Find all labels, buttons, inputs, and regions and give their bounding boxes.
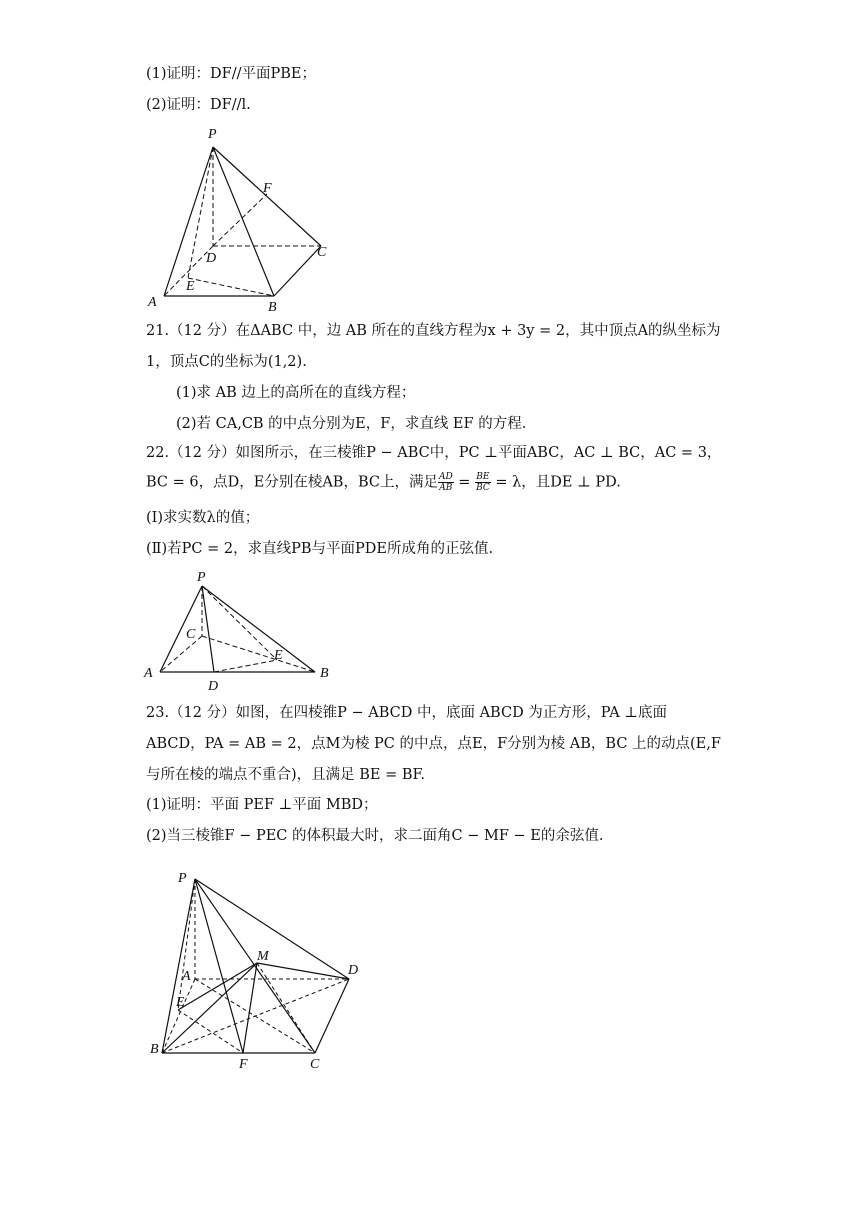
q23-figure	[140, 860, 370, 1080]
q20-part1: (1)证明：DF//平面PBE；	[146, 66, 316, 82]
q20-part2: (2)证明：DF//l.	[146, 97, 251, 113]
q23-label-c: C	[310, 1057, 320, 1072]
q22-frac1-num: AD	[438, 472, 453, 482]
q22-label-a: A	[144, 666, 153, 681]
q22-line2-start: BC = 6，点D，E分别在棱AB，BC上，满足	[146, 474, 438, 491]
q21-part2: (2)若 CA,CB 的中点分别为E，F，求直线 EF 的方程.	[176, 416, 527, 432]
q20-label-f: F	[263, 181, 272, 196]
q22-frac2-num: BE	[476, 472, 490, 482]
q23-label-e: E	[176, 995, 185, 1010]
q22-label-b: B	[320, 666, 329, 681]
q23-label-f: F	[239, 1057, 248, 1072]
q20-label-p: P	[208, 127, 217, 142]
q22-line2-end: = λ，且DE ⊥ PD.	[490, 474, 621, 491]
q22-eq: =	[453, 474, 476, 491]
q23-part1: (1)证明：平面 PEF ⊥平面 MBD；	[146, 797, 378, 813]
q20-label-a: A	[148, 295, 157, 310]
q22-fraction-be-bc	[475, 472, 491, 493]
q22-line2	[146, 472, 621, 493]
q22-part2: (Ⅱ)若PC = 2，求直线PB与平面PDE所成角的正弦值.	[146, 541, 494, 557]
q20-label-c: C	[317, 245, 327, 260]
q23-label-p: P	[178, 871, 187, 886]
q22-label-c: C	[186, 627, 196, 642]
q23-part2: (2)当三棱锥F − PEC 的体积最大时，求二面角C − MF − E的余弦值.	[146, 828, 604, 844]
q22-label-e: E	[274, 648, 283, 663]
q23-line3: 与所在棱的端点不重合)，且满足 BE = BF.	[146, 767, 425, 783]
q21-line1: 21.（12 分）在ΔABC 中，边 AB 所在的直线方程为x + 3y = 2，其中顶点A的纵坐标为	[146, 323, 721, 339]
q22-frac2-den: BC	[476, 483, 490, 493]
q23-line1: 23.（12 分）如图，在四棱锥P − ABCD 中，底面 ABCD 为正方形，PA ⊥底面	[146, 705, 667, 721]
q23-label-d: D	[348, 963, 359, 978]
q23-label-m: M	[257, 949, 269, 964]
q23-label-a: A	[182, 969, 191, 984]
q22-figure	[140, 564, 340, 694]
q22-fraction-ad-ab	[438, 472, 454, 493]
q23-label-b: B	[150, 1042, 159, 1057]
q20-label-d: D	[206, 251, 217, 266]
q20-label-b: B	[268, 300, 277, 315]
q22-line1: 22.（12 分）如图所示，在三棱锥P − ABC中，PC ⊥平面ABC，AC ⊥ BC，AC = 3，	[146, 445, 722, 461]
q22-label-p: P	[197, 570, 206, 585]
q22-frac1-den: AB	[439, 483, 453, 493]
q20-figure	[140, 118, 340, 318]
q22-label-d: D	[208, 679, 219, 694]
q21-line2: 1，顶点C的坐标为(1,2).	[146, 354, 307, 370]
q20-label-e: E	[186, 279, 195, 294]
q22-part1: (Ⅰ)求实数λ的值；	[146, 510, 260, 526]
q23-line2: ABCD，PA = AB = 2，点M为棱 PC 的中点，点E，F分别为棱 AB，BC 上的动点(E,F	[146, 736, 721, 752]
q21-part1: (1)求 AB 边上的高所在的直线方程；	[176, 385, 416, 401]
